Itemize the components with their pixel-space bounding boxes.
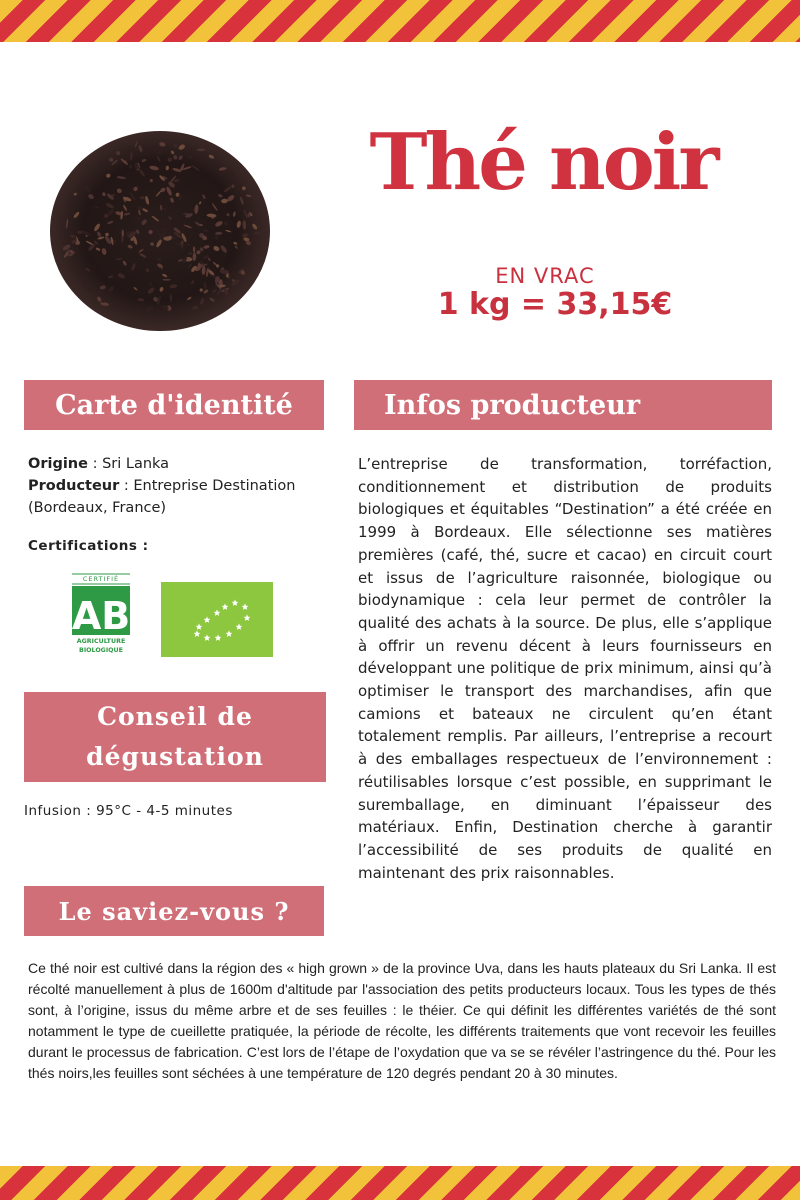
identity-card-heading: Carte d'identité [24, 380, 324, 430]
ab-biologique-text: BIOLOGIQUE [79, 647, 123, 654]
origin-line [28, 453, 320, 475]
origin-value: : Sri Lanka [87, 456, 170, 472]
price-label: 1 kg = 33,15€ [437, 287, 673, 322]
origin-label: Origine [28, 456, 88, 472]
black-tea-leaves-image [48, 128, 272, 334]
bulk-label: EN VRAC [495, 264, 595, 288]
ab-letters: AB [71, 594, 131, 638]
producer-line [28, 475, 320, 519]
ab-agriculture-text: AGRICULTURE [76, 638, 126, 645]
ab-certified-text: CERTIFIÉ [82, 575, 120, 583]
producer-label: Producteur [28, 478, 120, 494]
top-stripe-border [0, 0, 800, 42]
producer-info-heading: Infos producteur [354, 380, 772, 430]
tasting-heading-line1: Conseil de [97, 702, 253, 731]
tasting-heading-line2: dégustation [86, 742, 264, 771]
tasting-advice-heading [24, 692, 326, 782]
did-you-know-text: Ce thé noir est cultivé dans la région des « high grown » de la province Uva, dans les hauts plateaux du Sri Lanka. Il est récolté manuellement à plus de 1600m d'altitude par l'association des petits producteurs locaux. Tous les types de thés sont, à l’origine, issus du même arbre et de ses feuilles : le théier. Ce qui définit les différentes variétés de thé sont notamment le type de cueillette pratiquée, la période de récolte, les différents traitements que vont recevoir les feuilles durant le processus de fabrication. C’est lors de l’étape de l’oxydation que va se se révéler l’astringence du thé. Pour les thés noirs,les feuilles sont séchées à une température de 120 degrés pendant 20 à 30 minutes. [28, 960, 776, 1081]
certifications-label: Certifications : [28, 538, 149, 554]
did-you-know-heading: Le saviez-vous ? [24, 886, 324, 936]
producer-info-text: L’entreprise de transformation, torréfaction, conditionnement et distribution de produits biologiques et équitables “Destination” a été créée en 1999 à Bordeaux. Elle sélectionne ses matières premières (café, thé, sucre et cacao) en circuit court et issus de l’agriculture raisonnée, biologique ou biodynamique : cela leur permet de contrôler la qualité des achats à la source. De plus, elle s’applique à offrir un revenu décent à leurs fournisseurs en développant une politique de prix minimum, ainsi qu’à optimiser le transport des marchandises, afin que camions et bateaux ne circulent qu’en étant totalement remplis. Par ailleurs, l’entreprise a recourt à des emballages respectueux de l’environnement : réutilisables lorsque c’est possible, en supprimant le suremballage, en diminuant l’épaisseur des matériaux. Enfin, Destination cherche à garantir l’accessibilité de ses produits de qualité en maintenant des prix raisonnables. [358, 455, 772, 882]
bottom-stripe-border [0, 1166, 800, 1200]
ab-organic-logo [70, 572, 132, 658]
product-title: Thé noir [369, 117, 717, 208]
producer-value: : Entreprise Destination (Bordeaux, France) [28, 478, 296, 516]
tasting-advice-text: Infusion : 95°C - 4-5 minutes [24, 803, 233, 819]
identity-details [28, 453, 320, 519]
eu-organic-leaf-logo [161, 582, 273, 657]
